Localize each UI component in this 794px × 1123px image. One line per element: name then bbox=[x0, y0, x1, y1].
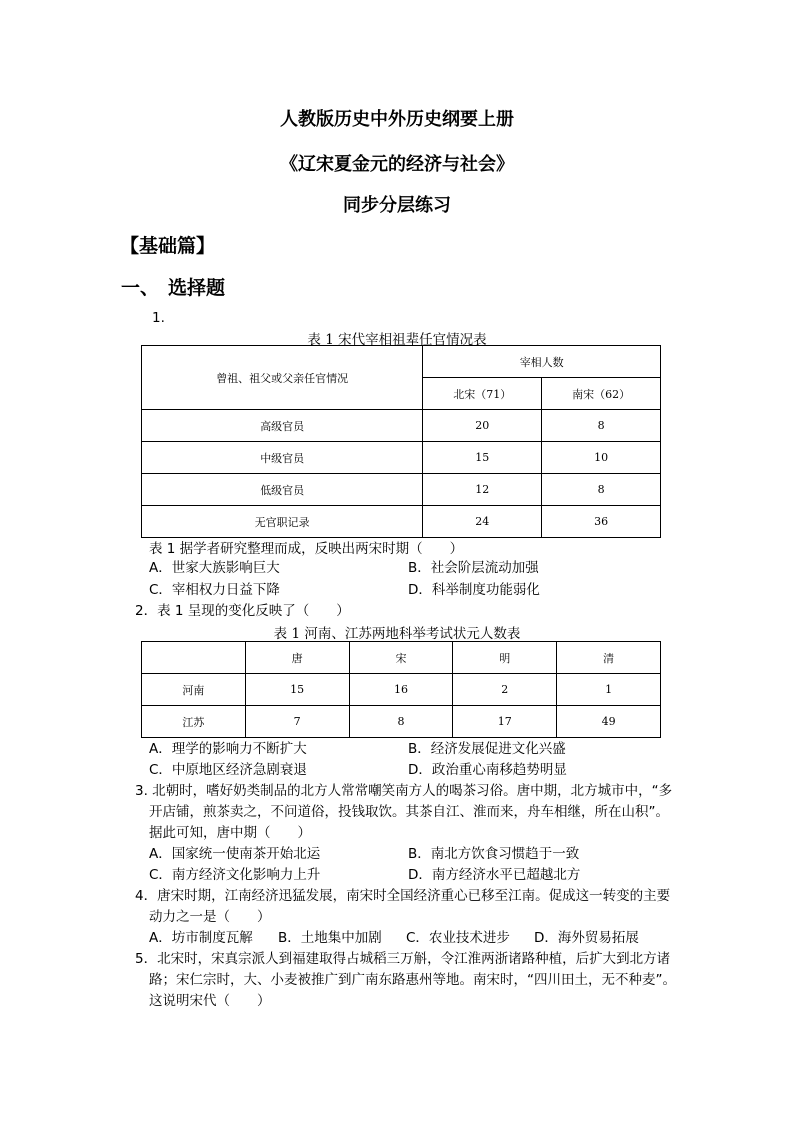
table-row bbox=[142, 706, 661, 738]
q2-row-label: 江苏 bbox=[142, 706, 246, 738]
q2-header-qing: 清 bbox=[557, 642, 661, 674]
q1-option-a: A．世家大族影响巨大 bbox=[149, 560, 280, 576]
doc-subtitle: 《辽宋夏金元的经济与社会》 bbox=[280, 154, 514, 175]
q2-header-song: 宋 bbox=[349, 642, 453, 674]
doc-title: 人教版历史中外历史纲要上册 bbox=[280, 109, 514, 130]
q5-stem-line3: 这说明宋代（ ） bbox=[149, 993, 271, 1009]
q3-option-d: D．南方经济水平已超越北方 bbox=[408, 867, 581, 883]
q1-cell: 36 bbox=[542, 506, 661, 538]
table-row bbox=[142, 474, 661, 506]
q4-option-a: A．坊市制度瓦解 bbox=[149, 930, 253, 946]
q3-stem-line1: 3. 北朝时，嗜好奶类制品的北方人常常嘲笑南方人的喝茶习俗。唐中期，北方城市中，“多 bbox=[135, 783, 673, 799]
q1-header-left: 曾祖、祖父或父亲任官情况 bbox=[142, 346, 423, 410]
q1-col-north: 北宋（71） bbox=[423, 378, 542, 410]
q1-table bbox=[141, 345, 661, 538]
q3-stem-line2: 开店铺，煎茶卖之，不问道俗，投钱取饮。其茶自江、淮而来，舟车相继，所在山积”。 bbox=[149, 804, 669, 820]
q2-header-empty bbox=[142, 642, 246, 674]
q4-stem-line2: 动力之一是（ ） bbox=[149, 909, 271, 925]
part-title: 选择题 bbox=[168, 277, 226, 299]
q2-option-d: D．政治重心南移趋势明显 bbox=[408, 762, 567, 778]
q1-option-b: B．社会阶层流动加强 bbox=[408, 560, 539, 576]
q2-header-ming: 明 bbox=[453, 642, 557, 674]
q2-cell: 1 bbox=[557, 674, 661, 706]
q2-option-b: B．经济发展促进文化兴盛 bbox=[408, 741, 566, 757]
q2-cell: 8 bbox=[349, 706, 453, 738]
q2-cell: 16 bbox=[349, 674, 453, 706]
q3-stem-line3: 据此可知，唐中期（ ） bbox=[149, 825, 311, 841]
q3-option-b: B．南北方饮食习惯趋于一致 bbox=[408, 846, 580, 862]
table-row bbox=[142, 442, 661, 474]
q1-cell: 8 bbox=[542, 474, 661, 506]
q1-stem: 表 1 据学者研究整理而成，反映出两宋时期（ ） bbox=[149, 541, 464, 557]
table-row bbox=[142, 410, 661, 442]
q2-cell: 2 bbox=[453, 674, 557, 706]
q1-row-label: 中级官员 bbox=[142, 442, 423, 474]
q4-option-d: D．海外贸易拓展 bbox=[534, 930, 639, 946]
q1-option-d: D．科举制度功能弱化 bbox=[408, 582, 540, 598]
q1-cell: 12 bbox=[423, 474, 542, 506]
table-row bbox=[142, 674, 661, 706]
q2-header-tang: 唐 bbox=[245, 642, 349, 674]
q1-option-c: C．宰相权力日益下降 bbox=[149, 582, 280, 598]
q2-cell: 17 bbox=[453, 706, 557, 738]
q2-cell: 7 bbox=[245, 706, 349, 738]
q1-col-south: 南宋（62） bbox=[542, 378, 661, 410]
q1-number: 1. bbox=[152, 310, 165, 326]
q1-cell: 20 bbox=[423, 410, 542, 442]
q1-row-label: 无官职记录 bbox=[142, 506, 423, 538]
q1-cell: 15 bbox=[423, 442, 542, 474]
q2-cell: 15 bbox=[245, 674, 349, 706]
section-basic-heading: 【基础篇】 bbox=[120, 235, 216, 257]
q4-stem-line1: 4．唐宋时期，江南经济迅猛发展，南宋时全国经济重心已移至江南。促成这一转变的主要 bbox=[135, 888, 671, 904]
q1-row-label: 低级官员 bbox=[142, 474, 423, 506]
q3-option-a: A．国家统一使南茶开始北运 bbox=[149, 846, 321, 862]
q1-cell: 8 bbox=[542, 410, 661, 442]
doc-exercise-title: 同步分层练习 bbox=[343, 195, 451, 216]
q2-option-c: C．中原地区经济急剧衰退 bbox=[149, 762, 307, 778]
q1-header-group: 宰相人数 bbox=[423, 346, 661, 378]
q1-row-label: 高级官员 bbox=[142, 410, 423, 442]
q2-row-label: 河南 bbox=[142, 674, 246, 706]
q5-stem-line1: 5．北宋时，宋真宗派人到福建取得占城稻三万斛，令江淮两浙诸路种植，后扩大到北方诸 bbox=[135, 951, 671, 967]
q4-option-b: B．土地集中加剧 bbox=[278, 930, 382, 946]
q3-option-c: C．南方经济文化影响力上升 bbox=[149, 867, 321, 883]
q2-cell: 49 bbox=[557, 706, 661, 738]
table-row bbox=[142, 506, 661, 538]
q5-stem-line2: 路；宋仁宗时，大、小麦被推广到广南东路惠州等地。南宋时，“四川田土，无不种麦”。 bbox=[149, 972, 676, 988]
q2-table bbox=[141, 641, 661, 738]
q1-cell: 10 bbox=[542, 442, 661, 474]
q4-option-c: C．农业技术进步 bbox=[406, 930, 510, 946]
q2-stem: 2．表 1 呈现的变化反映了（ ） bbox=[135, 603, 350, 619]
q1-table-caption: 表 1 宋代宰相祖辈任官情况表 bbox=[307, 332, 487, 348]
part-number: 一、 bbox=[121, 277, 160, 299]
q1-cell: 24 bbox=[423, 506, 542, 538]
q2-table-caption: 表 1 河南、江苏两地科举考试状元人数表 bbox=[273, 626, 521, 642]
q2-option-a: A．理学的影响力不断扩大 bbox=[149, 741, 307, 757]
